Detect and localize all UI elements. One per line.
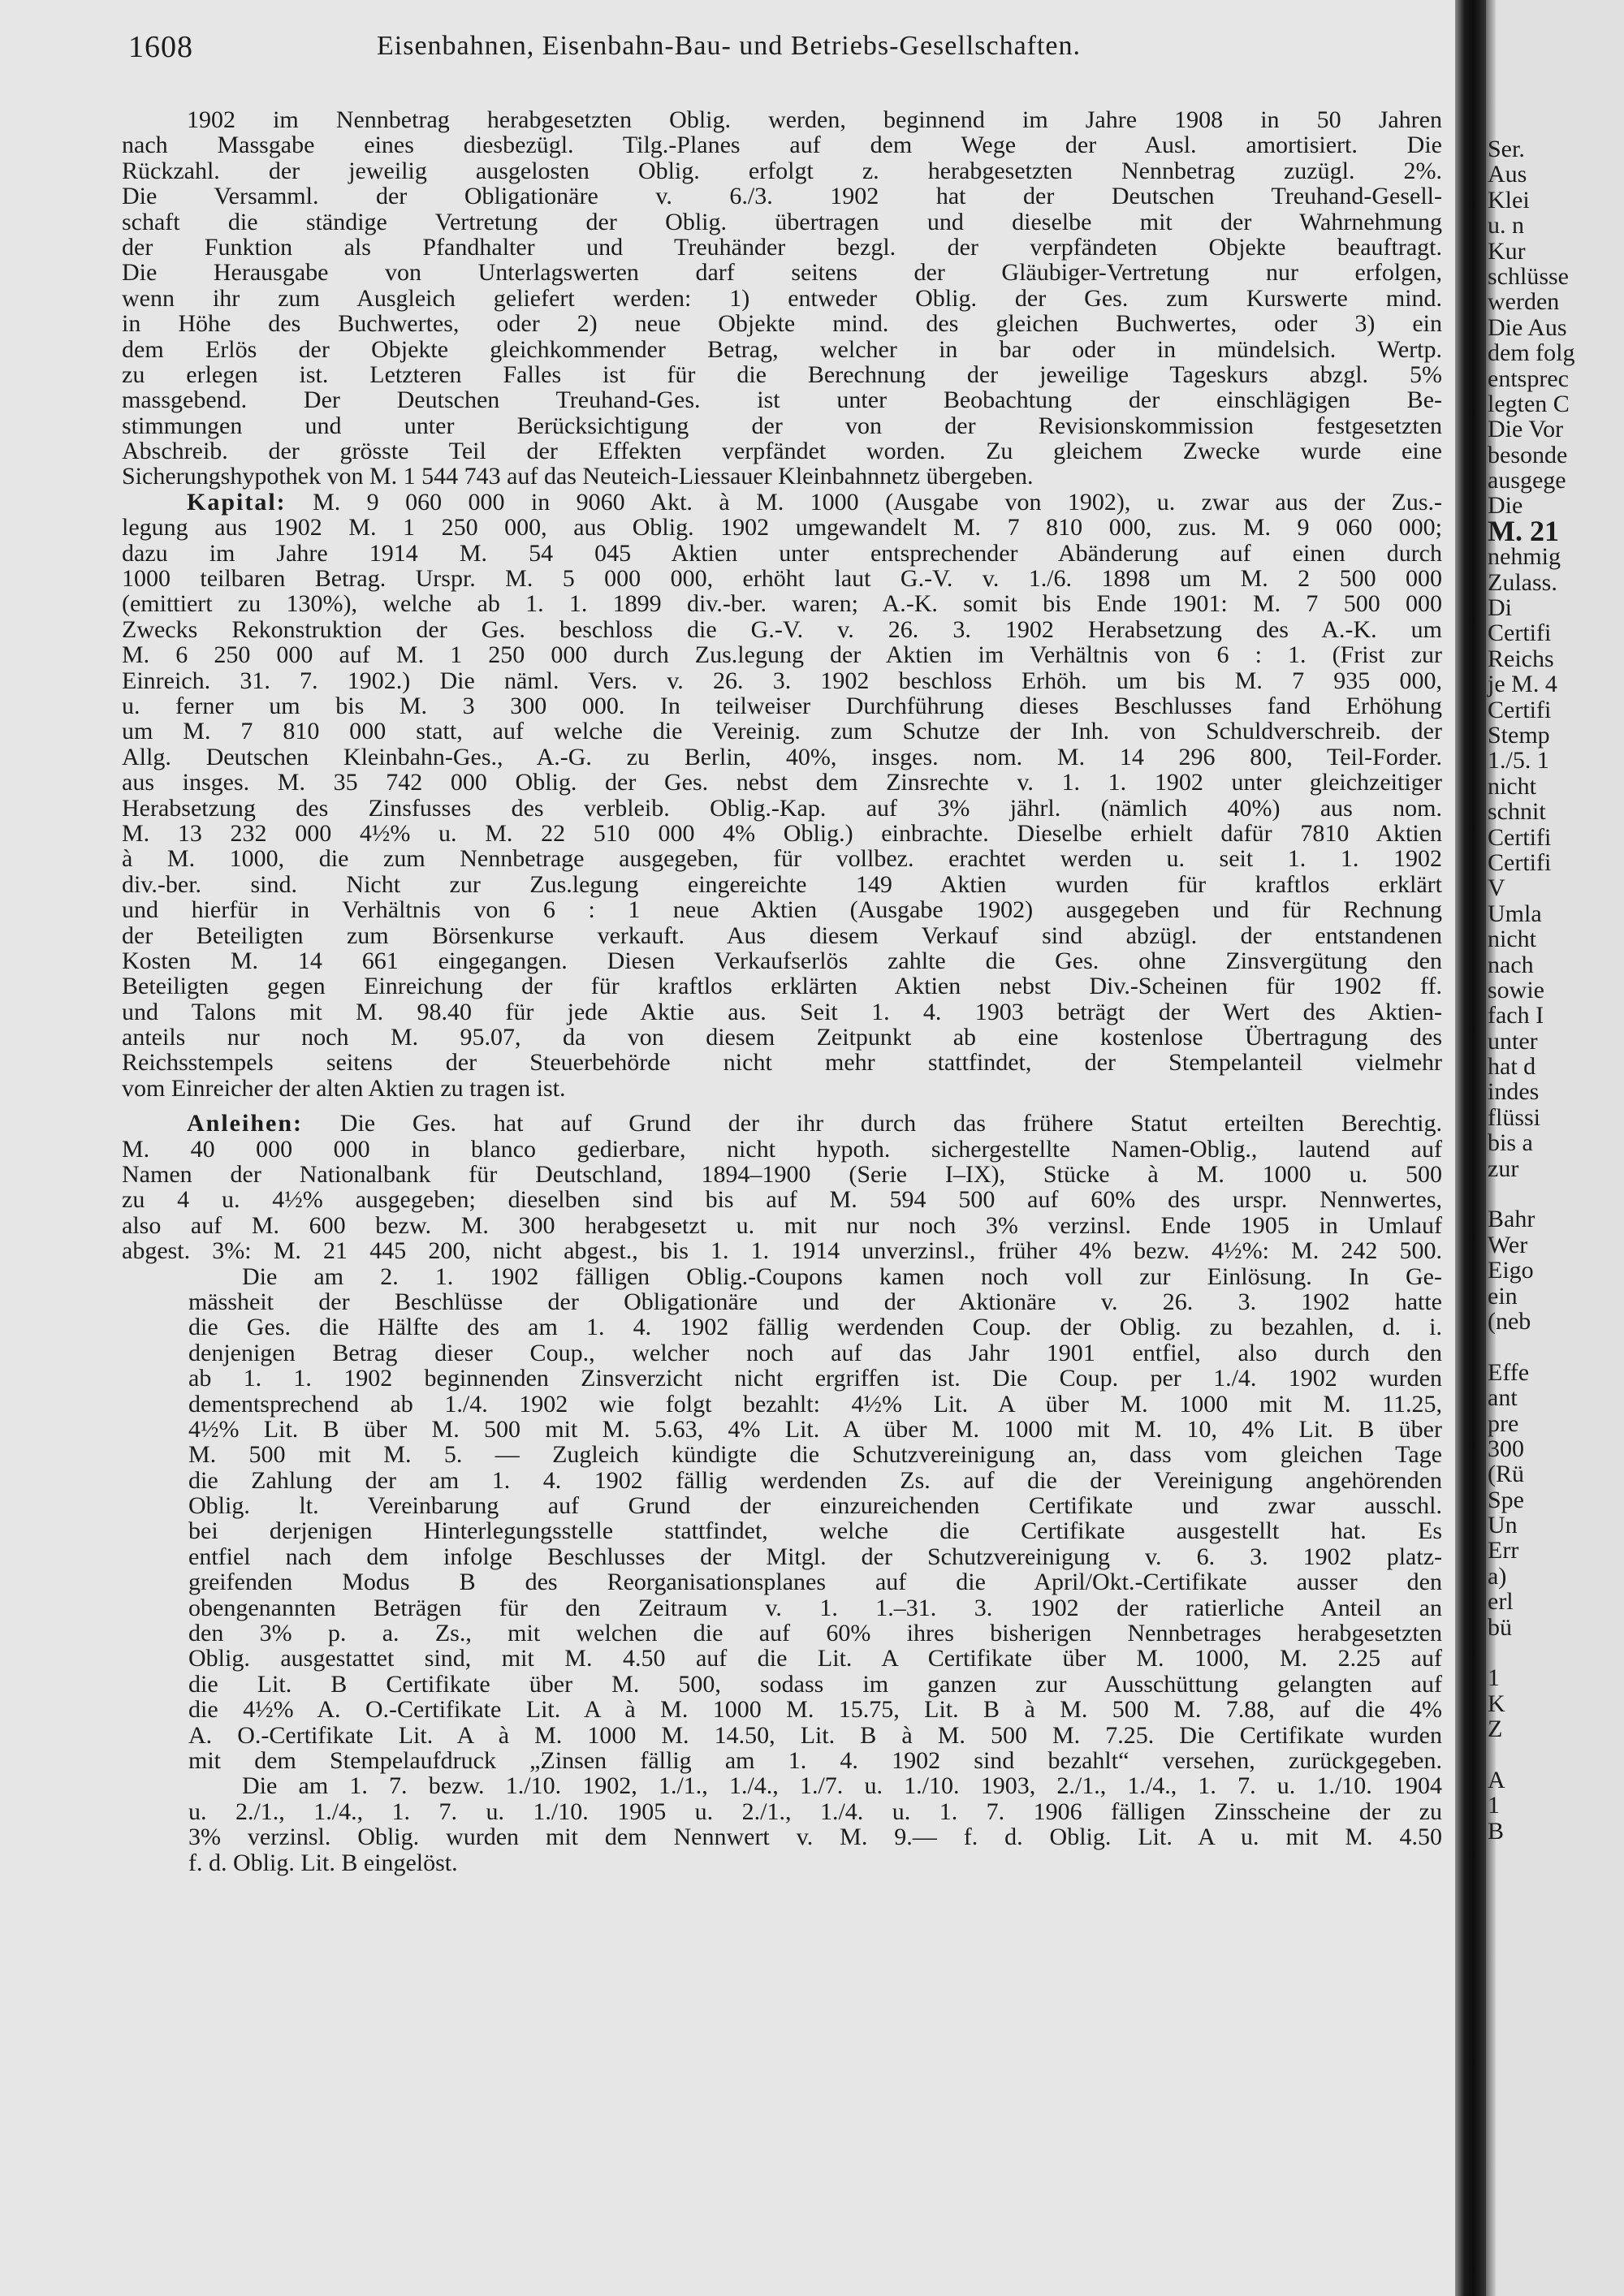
text-line: (emittiert zu 130%), welche ab 1. 1. 1899 div.-ber. waren; A.-K. somit bis Ende 1901: M. 7 500 000	[122, 590, 1442, 618]
text-line: nach Massgabe eines diesbezügl. Tilg.-Planes auf dem Wege der Ausl. amortisiert. Die	[122, 132, 1442, 159]
adjacent-page-edge	[1488, 0, 1624, 2296]
section-kapital	[122, 490, 1442, 1101]
text-line: stimmungen und unter Berücksichtigung der von der Revisionskommission festgesetzten	[122, 412, 1442, 439]
text-line: 1902 im Nennbetrag herabgesetzten Oblig. werden, beginnend im Jahre 1908 in 50 Jahren	[187, 106, 1442, 133]
text-line: bei derjenigen Hinterlegungsstelle stattfindet, welche die Certifikate ausgestellt hat. Es	[188, 1517, 1442, 1545]
text-line: entfiel nach dem infolge Beschlusses der Mitgl. der Schutzvereinigung v. 6. 3. 1902 platz-	[188, 1543, 1442, 1570]
adjacent-page-fragment: werden	[1488, 288, 1560, 316]
text-line: dazu im Jahre 1914 M. 54 045 Aktien unter entsprechender Abänderung auf einen durch	[122, 539, 1442, 567]
text-line: Kosten M. 14 661 eingegangen. Diesen Verkaufserlös zahlte die Ges. ohne Zinsvergütung den	[122, 947, 1442, 974]
text-line: die 4½% A. O.-Certifikate Lit. A à M. 1000 M. 15.75, Lit. B à M. 500 M. 7.88, auf die 4%	[188, 1696, 1442, 1724]
text-line: Reichsstempels seitens der Steuerbehörde nicht mehr stattfindet, der Stempelanteil vielmehr	[122, 1049, 1442, 1077]
text-line: schaft die ständige Vertretung der Oblig. übertragen und dieselbe mit der Wahrnehmung	[122, 208, 1442, 235]
adjacent-page-fragment: Kur	[1488, 237, 1526, 265]
text-line: Herabsetzung des Zinsfusses des verbleib. Oblig.-Kap. auf 3% jährl. (nämlich 40%) aus nom.	[122, 794, 1442, 822]
text-line: mässheit der Beschlüsse der Obligationäre und der Aktionäre v. 26. 3. 1902 hatte	[188, 1288, 1442, 1315]
adjacent-page-fragment: Di	[1488, 594, 1512, 622]
adjacent-page-fragment: Bahr	[1488, 1206, 1535, 1233]
adjacent-page-fragment: fach I	[1488, 1002, 1544, 1029]
text-line: und Talons mit M. 98.40 für jede Aktie aus. Seit 1. 4. 1903 beträgt der Wert des Aktien-	[122, 998, 1442, 1025]
adjacent-page-fragment: M. 21	[1488, 514, 1559, 547]
adjacent-page-fragment: Certifi	[1488, 848, 1552, 876]
text-line: u. 2./1., 1./4., 1. 7. u. 1./10. 1905 u. 2./1., 1./4. u. 1. 7. 1906 fälligen Zinsscheine der zu	[188, 1798, 1442, 1825]
text-line: A. O.-Certifikate Lit. A à M. 1000 M. 14.50, Lit. B à M. 500 M. 7.25. Die Certifikate wurden	[188, 1721, 1442, 1749]
running-title: Eisenbahnen, Eisenbahn-Bau- und Betriebs-Gesellschaften.	[377, 31, 1082, 61]
adjacent-page-fragment	[1488, 1334, 1574, 1359]
adjacent-page-fragment: je M. 4	[1488, 671, 1557, 698]
adjacent-page-fragment: Stemp	[1488, 721, 1550, 749]
adjacent-page-fragment: A	[1488, 1767, 1505, 1793]
section-heading-kapital: Kapital:	[187, 488, 287, 516]
adjacent-page-fragment: nach	[1488, 951, 1534, 978]
text-line: den 3% p. a. Zs., mit welchen die auf 60% ihres bisherigen Nennbetrages herabgesetzten	[188, 1620, 1442, 1647]
text-line: Sicherungshypothek von M. 1 544 743 auf das Neuteich-Liessauer Kleinbahnnetz übergeben.	[122, 463, 1034, 490]
text-line: Einreich. 31. 7. 1902.) Die näml. Vers. v. 26. 3. 1902 beschloss Erhöh. um bis M. 7 935 000,	[122, 667, 1442, 694]
text-line: 4½% Lit. B über M. 500 mit M. 5.63, 4% Lit. A über M. 1000 mit M. 10, 4% Lit. B über	[188, 1415, 1442, 1443]
text-line: abgest. 3%: M. 21 445 200, nicht abgest., bis 1. 1. 1914 unverzinsl., früher 4% bezw. 4½%: M. 242 500.	[122, 1237, 1442, 1265]
text-line: denjenigen Betrag dieser Coup., welcher noch auf das Jahr 1901 entfiel, also durch den	[188, 1339, 1442, 1366]
text-line: à M. 1000, die zum Nennbetrage ausgegeben, für vollbez. erachtet werden u. seit 1. 1. 1902	[122, 845, 1442, 873]
paragraph-zinsscheine	[122, 1773, 1442, 1875]
text-line: die Zahlung der am 1. 4. 1902 fällig werdenden Zs. auf die der Vereinigung angehörenden	[188, 1466, 1442, 1494]
adjacent-page-fragment: Die Aus	[1488, 313, 1567, 341]
adjacent-page-fragment: Eigo	[1488, 1257, 1534, 1284]
adjacent-page-fragment: 1	[1488, 1664, 1500, 1692]
adjacent-page-fragment: Ser.	[1488, 136, 1525, 162]
adjacent-page-fragment: entsprec	[1488, 365, 1569, 392]
text-line: Beteiligten gegen Einreichung der für kraftlos erklärten Aktien nebst Div.-Scheinen für 1902 ff.	[122, 973, 1442, 1000]
text-line: also auf M. 600 bezw. M. 300 herabgesetzt u. mit nur noch 3% verzinsl. Ende 1905 in Umlauf	[122, 1211, 1442, 1239]
text-line: M. 40 000 000 in blanco gedierbare, nicht hypoth. sichergestellte Namen-Oblig., lautend auf	[122, 1135, 1442, 1163]
text-line	[122, 1111, 1442, 1136]
adjacent-page-fragment: ein	[1488, 1282, 1518, 1310]
adjacent-page-fragment: flüssi	[1488, 1103, 1541, 1131]
text-line: der Funktion als Pfandhalter und Treuhänder bezgl. der verpfändeten Objekte beauftragt.	[122, 233, 1442, 261]
text-line: Die am 2. 1. 1902 fälligen Oblig.-Coupons kamen noch voll zur Einlösung. In Ge-	[242, 1262, 1442, 1290]
adjacent-page-fragment: zur	[1488, 1154, 1519, 1182]
text-line: greifenden Modus B des Reorganisationsplanes auf die April/Okt.-Certifikate ausser den	[188, 1569, 1442, 1596]
adjacent-page-fragment: B	[1488, 1817, 1505, 1845]
adjacent-page-fragment: V	[1488, 874, 1505, 902]
text-line: f. d. Oblig. Lit. B eingelöst.	[188, 1849, 458, 1876]
adjacent-page-fragment: nicht	[1488, 926, 1536, 953]
text-line: mit dem Stempelaufdruck „Zinsen fällig am 1. 4. 1902 sind bezahlt“ versehen, zurückgegeben.	[188, 1747, 1442, 1774]
adjacent-page-fragment: Aus	[1488, 161, 1527, 188]
text-line: legung aus 1902 M. 1 250 000, aus Oblig. 1902 umgewandelt M. 7 810 000, zus. M. 9 060 000;	[122, 514, 1442, 542]
book-gutter	[1455, 0, 1486, 2296]
adjacent-page-fragment: Die	[1488, 492, 1523, 520]
adjacent-page-fragment: Z	[1488, 1716, 1503, 1743]
text-line: aus insges. M. 35 742 000 Oblig. der Ges. nebst dem Zinsrechte v. 1. 1. 1902 unter gleichzeitiger	[122, 769, 1442, 796]
adjacent-page-fragment: Zulass.	[1488, 568, 1557, 596]
paragraph-coupons	[122, 1264, 1442, 1774]
adjacent-page-fragment: besonde	[1488, 441, 1568, 468]
adjacent-page-fragment: bü	[1488, 1613, 1512, 1641]
adjacent-page-fragment: 1	[1488, 1792, 1500, 1819]
text-line: und hierfür in Verhältnis von 6 : 1 neue Aktien (Ausgabe 1902) ausgegeben und für Rechnung	[122, 896, 1442, 924]
text-line: ab 1. 1. 1902 beginnenden Zinsverzicht nicht ergriffen ist. Die Coup. per 1./4. 1902 wurden	[188, 1365, 1442, 1392]
adjacent-page-fragment: Spe	[1488, 1486, 1524, 1513]
adjacent-page-fragment: Certifi	[1488, 696, 1552, 723]
adjacent-page-fragment: ant	[1488, 1384, 1518, 1412]
text-line: Die Versamml. der Obligationäre v. 6./3. 1902 hat der Deutschen Treuhand-Gesell-	[122, 183, 1442, 210]
text-line: vom Einreicher der alten Aktien zu tragen ist.	[122, 1074, 566, 1102]
section-anleihen	[122, 1111, 1442, 1263]
text-line: Rückzahl. der jeweilig ausgelosten Oblig. erfolgt z. herabgesetzten Nennbetrag zuzügl. 2%.	[122, 157, 1442, 184]
text-line: M. 500 mit M. 5. — Zugleich kündigte die Schutzvereinigung an, dass vom gleichen Tage	[188, 1441, 1442, 1469]
adjacent-page-fragment: Umla	[1488, 900, 1542, 927]
adjacent-page-fragment: K	[1488, 1690, 1505, 1717]
adjacent-page-fragment: Un	[1488, 1512, 1518, 1539]
text-line: dem Erlös der Objekte gleichkommender Betrag, welcher in bar oder in mündelsich. Wertp.	[122, 335, 1442, 363]
text-line: Zwecks Rekonstruktion der Ges. beschloss die G.-V. v. 26. 3. 1902 Herabsetzung des A.-K. um	[122, 615, 1442, 643]
text-line: um M. 7 810 000 statt, auf welche die Vereinig. zum Schutze der Inh. von Schuldverschreib. der	[122, 718, 1442, 745]
adjacent-page-fragment: Klei	[1488, 186, 1530, 214]
adjacent-page-fragment: bis a	[1488, 1129, 1533, 1157]
body-text	[122, 107, 1442, 1875]
adjacent-page-fragment: pre	[1488, 1409, 1519, 1437]
adjacent-page-fragment: ausgege	[1488, 467, 1566, 494]
adjacent-page-fragment: schlüsse	[1488, 262, 1569, 290]
text-line: in Höhe des Buchwertes, oder 2) neue Objekte mind. des gleichen Buchwertes, oder 3) ein	[122, 310, 1442, 338]
adjacent-page-fragment: indes	[1488, 1078, 1540, 1106]
adjacent-page-fragment: nehmig	[1488, 543, 1561, 571]
text-line: anteils nur noch M. 95.07, da von diesem Zeitpunkt ab eine kostenlose Übertragung des	[122, 1024, 1442, 1051]
adjacent-page-fragment: Err	[1488, 1537, 1519, 1564]
text-line-content: Die Ges. hat auf Grund der ihr durch das frühere Statut erteilten Berechtig.	[339, 1110, 1443, 1137]
adjacent-page-fragment: Reichs	[1488, 645, 1554, 672]
text-line: massgebend. Der Deutschen Treuhand-Ges. ist unter Beobachtung der einschlägigen Be-	[122, 386, 1442, 414]
text-line	[122, 490, 1442, 515]
page-number: 1608	[128, 30, 193, 64]
adjacent-page-fragment: hat d	[1488, 1053, 1536, 1081]
paragraph-obligations-tilgung	[122, 107, 1442, 490]
adjacent-page-fragment: u. n	[1488, 212, 1524, 240]
adjacent-page-fragment: Effe	[1488, 1358, 1530, 1386]
adjacent-page-fragment: (neb	[1488, 1307, 1531, 1335]
adjacent-page-fragment	[1488, 1181, 1574, 1206]
adjacent-page-fragment: a)	[1488, 1562, 1507, 1590]
adjacent-page-fragment: erl	[1488, 1588, 1514, 1616]
text-line: M. 13 232 000 4½% u. M. 22 510 000 4% Oblig.) einbrachte. Dieselbe erhielt dafür 7810 Aktien	[122, 819, 1442, 847]
page-header	[128, 29, 1444, 70]
adjacent-page-fragment: (Rü	[1488, 1461, 1524, 1488]
adjacent-page-fragment: nicht	[1488, 772, 1536, 800]
text-line: Oblig. lt. Vereinbarung auf Grund der einzureichenden Certifikate und zwar ausschl.	[188, 1492, 1442, 1520]
text-line: M. 6 250 000 auf M. 1 250 000 durch Zus.legung der Aktien im Verhältnis von 6 : 1. (Frist zur	[122, 641, 1442, 669]
text-line: die Ges. die Hälfte des am 1. 4. 1902 fällig werdenden Coup. der Oblig. zu bezahlen, d. i.	[188, 1314, 1442, 1341]
text-line: Die am 1. 7. bezw. 1./10. 1902, 1./1., 1./4., 1./7. u. 1./10. 1903, 2./1., 1./4., 1. 7. u. 1./10. 1904	[242, 1772, 1442, 1800]
text-line: Oblig. ausgestattet sind, mit M. 4.50 auf die Lit. A Certifikate über M. 1000, M. 2.25 auf	[188, 1645, 1442, 1672]
adjacent-page-fragment: dem folg	[1488, 339, 1575, 367]
section-heading-anleihen: Anleihen:	[187, 1110, 304, 1137]
adjacent-page-fragment: legten C	[1488, 390, 1570, 417]
adjacent-page-fragment	[1488, 1640, 1574, 1665]
adjacent-page-fragment: schnit	[1488, 798, 1546, 826]
text-line-content: M. 9 060 000 in 9060 Akt. à M. 1000 (Ausgabe von 1902), u. zwar aus der Zus.-	[313, 488, 1443, 516]
text-line: dementsprechend ab 1./4. 1902 wie folgt bezahlt: 4½% Lit. A über M. 1000 mit M. 11.25,	[188, 1390, 1442, 1418]
adjacent-page-fragment: unter	[1488, 1027, 1538, 1055]
adjacent-page-fragments	[1488, 136, 1574, 1844]
text-line: 3% verzinsl. Oblig. wurden mit dem Nennwert v. M. 9.— f. d. Oblig. Lit. A u. mit M. 4.50	[188, 1823, 1442, 1851]
adjacent-page-fragment: 1./5. 1	[1488, 747, 1549, 775]
adjacent-page-fragment: 300	[1488, 1435, 1524, 1462]
adjacent-page-fragment: Certifi	[1488, 823, 1552, 851]
text-line: 1000 teilbaren Betrag. Urspr. M. 5 000 000, erhöht laut G.-V. v. 1./6. 1898 um M. 2 500 000	[122, 565, 1442, 593]
adjacent-page-fragment: Certifi	[1488, 619, 1552, 647]
text-line: die Lit. B Certifikate über M. 500, sodass im ganzen zur Ausschüttung gelangten auf	[188, 1670, 1442, 1698]
text-line: der Beteiligten zum Börsenkurse verkauft. Aus diesem Verkauf sind abzügl. der entstandenen	[122, 921, 1442, 949]
adjacent-page-fragment	[1488, 1742, 1574, 1767]
text-line: zu erlegen ist. Letzteren Falles ist für die Berechnung der jeweilige Tageskurs abzgl. 5%	[122, 360, 1442, 388]
text-line: Namen der Nationalbank für Deutschland, 1894–1900 (Serie I–IX), Stücke à M. 1000 u. 500	[122, 1161, 1442, 1189]
text-line: u. ferner um bis M. 3 300 000. In teilweiser Durchführung dieses Beschlusses fand Erhöhung	[122, 692, 1442, 719]
text-line: div.-ber. sind. Nicht zur Zus.legung eingereichte 149 Aktien wurden für kraftlos erklärt	[122, 870, 1442, 898]
text-line: zu 4 u. 4½% ausgegeben; dieselben sind bis auf M. 594 500 auf 60% des urspr. Nennwertes,	[122, 1186, 1442, 1214]
text-line: Abschreib. der grösste Teil der Effekten verpfändet worden. Zu gleichem Zwecke wurde eine	[122, 438, 1442, 465]
adjacent-page-fragment: Wer	[1488, 1231, 1528, 1258]
text-line: Allg. Deutschen Kleinbahn-Ges., A.-G. zu Berlin, 40%, insges. nom. M. 14 296 800, Teil-Forder.	[122, 743, 1442, 770]
text-line: wenn ihr zum Ausgleich geliefert werden: 1) entweder Oblig. der Ges. zum Kurswerte mind.	[122, 284, 1442, 312]
adjacent-page-fragment: sowie	[1488, 976, 1544, 1003]
text-line: obengenannten Beträgen für den Zeitraum v. 1. 1.–31. 3. 1902 der ratierliche Anteil an	[188, 1594, 1442, 1621]
text-line: Die Herausgabe von Unterlagswerten darf seitens der Gläubiger-Vertretung nur erfolgen,	[122, 259, 1442, 287]
adjacent-page-fragment: Die Vor	[1488, 416, 1564, 443]
